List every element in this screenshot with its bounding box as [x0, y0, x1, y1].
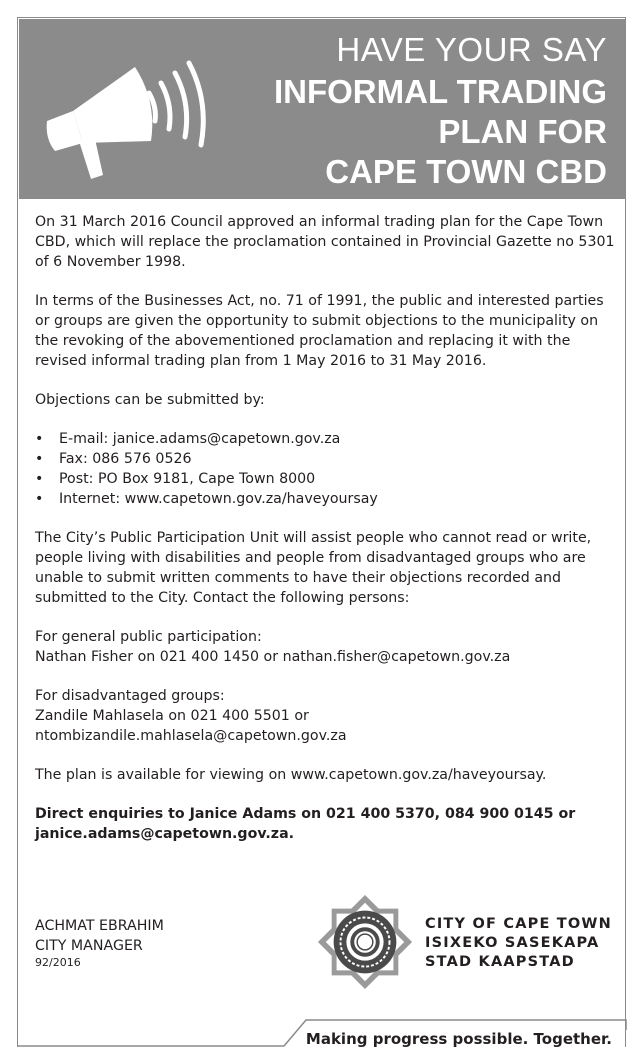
enquiries-email: janice.adams@capetown.gov.za.: [35, 826, 295, 842]
city-name-block: [425, 915, 612, 972]
signoff-reference: 92/2016: [35, 956, 81, 969]
list-item: • E-mail: janice.adams@capetown.gov.za: [35, 429, 615, 449]
city-name-xhosa: ISIXEKO SASEKAPA: [425, 935, 600, 951]
objections-heading: Objections can be submitted by:: [35, 392, 265, 408]
city-name-english: CITY OF CAPE TOWN: [425, 916, 612, 932]
enquiries-block: [35, 804, 615, 844]
list-item: • Post: PO Box 9181, Cape Town 8000: [35, 469, 615, 489]
list-item: • Internet: www.capetown.gov.za/haveyoursay: [35, 489, 615, 509]
submission-methods-list: [35, 429, 615, 509]
participation-paragraph: The City’s Public Participation Unit will assist people who cannot read or write, people living with disabilities and people from disadvantaged groups who are unable to submit written comments to have their objections recorded and submitted to the City. Contact the following persons:: [35, 530, 592, 606]
header-title-line: PLAN FOR: [438, 113, 607, 150]
viewing-paragraph: The plan is available for viewing on www.capetown.gov.za/haveyoursay.: [35, 767, 547, 783]
notice-body: [35, 212, 615, 863]
city-name-afrikaans: STAD KAAPSTAD: [425, 954, 575, 970]
city-emblem-icon: [316, 893, 414, 991]
intro-paragraph: On 31 March 2016 Council approved an informal trading plan for the Cape Town CBD, which will replace the proclamation contained in Provincial Gazette no 5301 of 6 November 1998.: [35, 214, 615, 270]
header-title-line: INFORMAL TRADING: [273, 73, 607, 110]
general-contact-details: Nathan Fisher on 021 400 1450 or nathan.fisher@capetown.gov.za: [35, 649, 511, 665]
tagline: Making progress possible. Together.: [305, 1030, 612, 1048]
signoff-name: ACHMAT EBRAHIM: [35, 918, 164, 934]
disadvantaged-contact-details: Zandile Mahlasela on 021 400 5501 or: [35, 708, 309, 724]
list-item: • Fax: 086 576 0526: [35, 449, 615, 469]
disadvantaged-contact-heading: For disadvantaged groups:: [35, 688, 225, 704]
megaphone-icon: [39, 59, 209, 179]
general-contact-heading: For general public participation:: [35, 629, 262, 645]
disadvantaged-contact-email: ntombizandile.mahlasela@capetown.gov.za: [35, 728, 347, 744]
signoff-title: CITY MANAGER: [35, 938, 143, 954]
general-contact-block: [35, 627, 615, 667]
notice-header: [19, 19, 625, 199]
header-title-line: CAPE TOWN CBD: [325, 153, 607, 190]
signoff: [35, 916, 164, 970]
act-paragraph: In terms of the Businesses Act, no. 71 of 1991, the public and interested parties or groups are given the opportunity to submit objections to the municipality on the revoking of the abovementioned proclamation and replacing it with the revised informal trading plan from 1 May 2016 to 31 May 2016.: [35, 293, 604, 369]
enquiries-line: Direct enquiries to Janice Adams on 021 400 5370, 084 900 0145 or: [35, 806, 576, 822]
disadvantaged-contact-block: [35, 686, 615, 746]
header-title: [274, 72, 607, 192]
header-kicker: HAVE YOUR SAY: [336, 31, 607, 68]
